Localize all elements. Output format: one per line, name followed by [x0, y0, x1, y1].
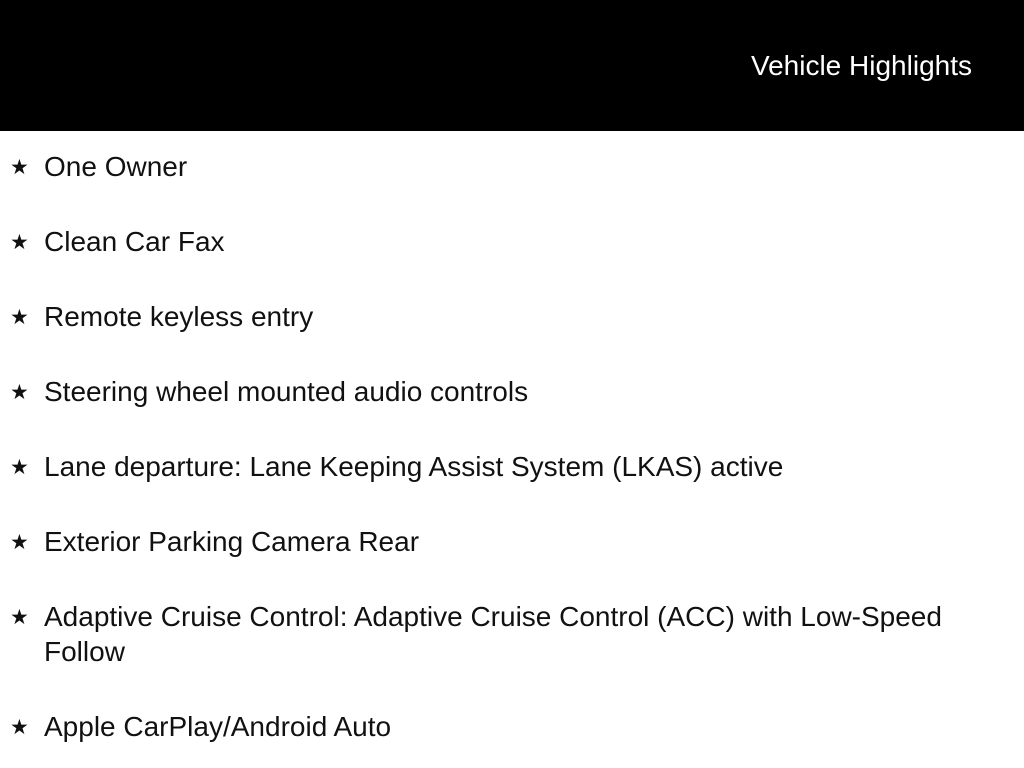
- star-icon: ★: [10, 231, 29, 254]
- highlight-text: Clean Car Fax: [44, 226, 225, 257]
- highlight-text: Remote keyless entry: [44, 301, 314, 332]
- highlight-text: Steering wheel mounted audio controls: [44, 376, 529, 407]
- star-icon: ★: [10, 456, 29, 479]
- star-icon: ★: [10, 381, 29, 404]
- highlight-item-clean-car-fax: [0, 206, 1000, 281]
- star-icon: ★: [10, 606, 29, 629]
- highlight-item-steering-audio-controls: [0, 356, 1000, 431]
- star-icon: ★: [10, 716, 29, 739]
- highlight-item-one-owner: [0, 131, 1000, 206]
- highlight-text: One Owner: [44, 151, 188, 182]
- star-icon: ★: [10, 306, 29, 329]
- star-icon: ★: [10, 531, 29, 554]
- page-title: Vehicle Highlights: [750, 50, 972, 81]
- highlight-item-remote-keyless-entry: [0, 281, 1000, 356]
- highlight-text: Exterior Parking Camera Rear: [44, 526, 420, 557]
- highlight-item-adaptive-cruise-control: [0, 581, 1000, 691]
- star-icon: ★: [10, 156, 29, 179]
- highlight-text: Apple CarPlay/Android Auto: [44, 711, 392, 742]
- highlight-item-carplay-android-auto: [0, 691, 1000, 766]
- highlight-text: Adaptive Cruise Control: Adaptive Cruise Control (ACC) with Low-Speed Follow: [44, 601, 942, 667]
- highlight-item-rear-parking-camera: [0, 506, 1000, 581]
- highlight-item-lane-departure: [0, 431, 1000, 506]
- highlight-text: Lane departure: Lane Keeping Assist System (LKAS) active: [44, 451, 784, 482]
- vehicle-highlights-header: [0, 0, 1024, 131]
